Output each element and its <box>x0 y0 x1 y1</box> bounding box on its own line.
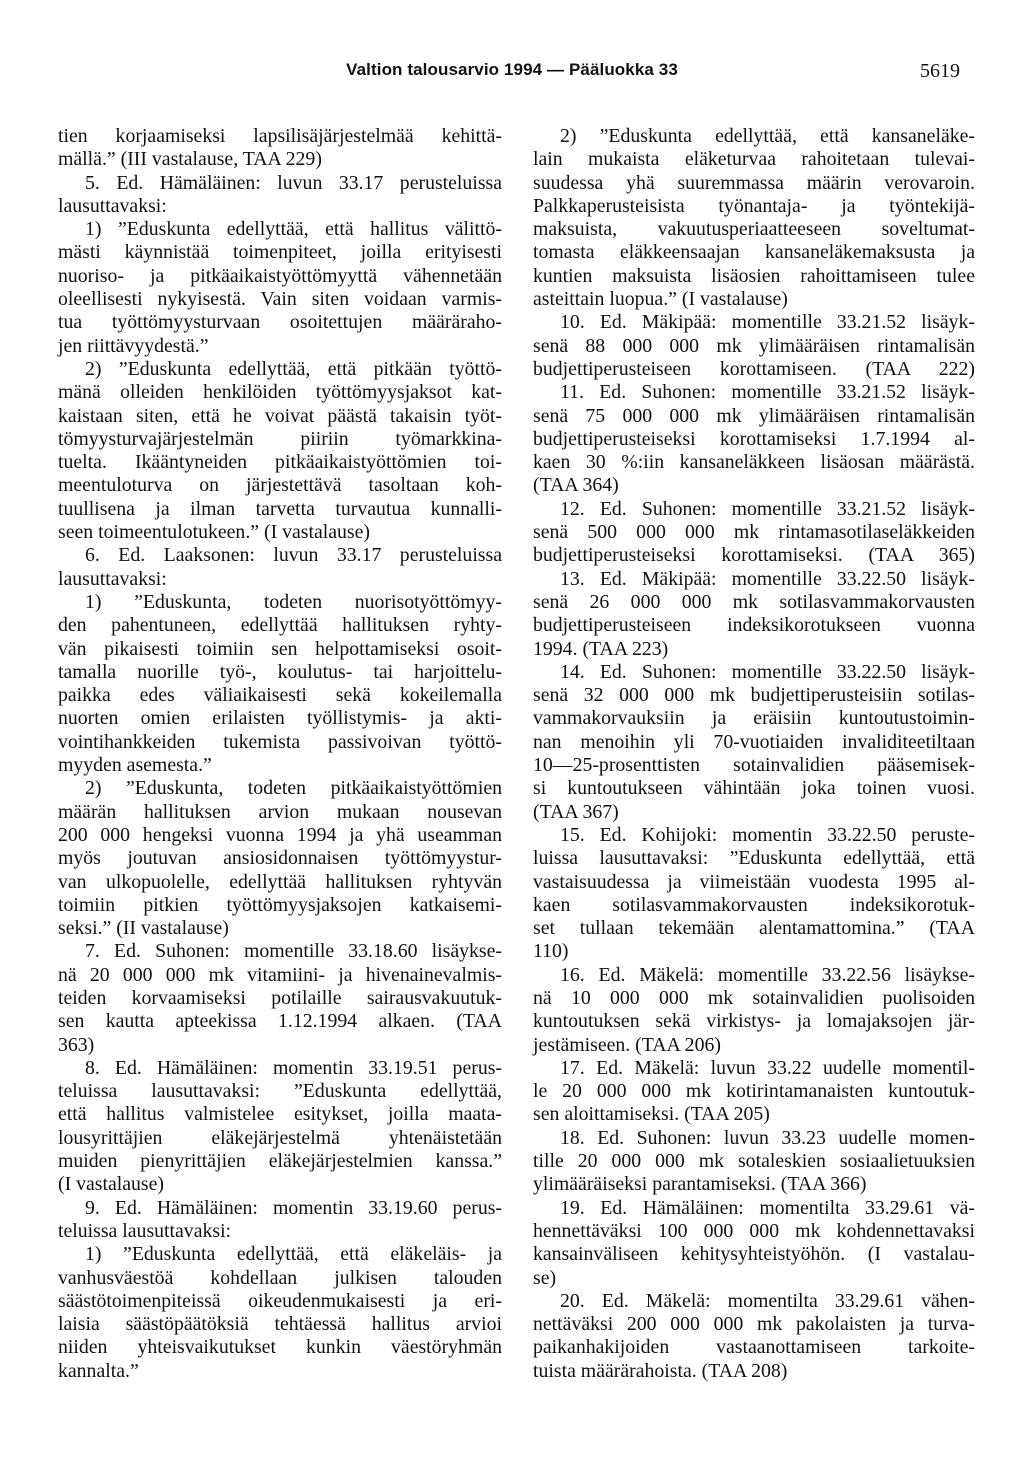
text-line: 10. Ed. Mäkipää: momentille 33.21.52 lisäyk- <box>560 311 975 334</box>
text-line: set tullaan tekemään alentamattomina.” (TAA <box>533 917 975 940</box>
text-line: kansainväliseen kehitysyhteistyöhön. (I vastalau- <box>533 1243 975 1266</box>
text-line: 2) ”Eduskunta, todeten pitkäaikaistyöttömien <box>85 777 502 800</box>
text-line: sen kautta apteekissa 1.12.1994 alkaen. (TAA <box>58 1010 502 1033</box>
text-line: lausuttavaksi: <box>58 194 167 217</box>
text-line: jen riittävyydestä.” <box>58 334 209 357</box>
text-line: 5. Ed. Hämäläinen: luvun 33.17 perusteluissa <box>85 171 502 194</box>
text-line: teluissa lausuttavaksi: <box>58 1219 232 1242</box>
text-line: myös joutuvan ansiosidonnaisen työttömyystur- <box>58 847 502 870</box>
text-line: (I vastalause) <box>58 1173 164 1196</box>
text-line: tien korjaamiseksi lapsilisäjärjestelmää kehittä- <box>58 125 502 147</box>
text-line: niiden yhteisvaikutukset kunkin väestöryhmän <box>58 1336 502 1359</box>
text-line: 2) ”Eduskunta edellyttää, että pitkään työttö- <box>85 357 502 380</box>
text-line: suudessa yhä suuremmassa määrin verovaroin. <box>533 171 975 194</box>
text-line: paikanhakijoiden vastaanottamiseen tarkoite- <box>533 1336 975 1359</box>
text-line: den pahentuneen, edellyttää hallituksen ryhty- <box>58 614 502 637</box>
text-line: 9. Ed. Hämäläinen: momentin 33.19.60 perus- <box>85 1196 502 1219</box>
text-line: tömyysturvajärjestelmän piiriin työmarkkina- <box>58 427 502 450</box>
text-line: 18. Ed. Suhonen: luvun 33.23 uudelle momen- <box>560 1126 975 1149</box>
text-line: paikka edes väliaikaisesti sekä kokeilemalla <box>58 684 502 707</box>
text-line: 7. Ed. Suhonen: momentille 33.18.60 lisäykse- <box>85 940 502 963</box>
text-line: budjettiperusteiseen korottamiseen. (TAA 222) <box>533 357 975 380</box>
text-line: toimiin pitkien työttömyysjaksojen katkaisemi- <box>58 893 502 916</box>
text-line: 11. Ed. Suhonen: momentille 33.21.52 lisäyk- <box>560 381 975 404</box>
text-line: si kuntoutukseen vähintään joka toinen vuosi. <box>533 777 975 800</box>
text-line: nä 10 000 000 mk sotainvalidien puolisoiden <box>533 986 975 1009</box>
text-line: 2) ”Eduskunta edellyttää, että kansaneläke- <box>560 125 975 147</box>
text-line: 8. Ed. Hämäläinen: momentin 33.19.51 perus- <box>85 1056 502 1079</box>
text-line: 12. Ed. Suhonen: momentille 33.21.52 lisäyk- <box>560 497 975 520</box>
text-line: kannalta.” <box>58 1359 139 1382</box>
text-line: (TAA 364) <box>533 474 619 497</box>
text-line: le 20 000 000 mk kotirintamanaisten kuntoutuk- <box>533 1080 975 1103</box>
left-text-column <box>58 125 502 1383</box>
text-line: nä 20 000 000 mk vitamiini- ja hivenainevalmis- <box>58 963 502 986</box>
text-line: kuntien maksuista lisäosien rahoittamiseen tulee <box>533 264 975 287</box>
text-line: kaen sotilasvammakorvausten indeksikorotuk- <box>533 893 975 916</box>
text-line: 16. Ed. Mäkelä: momentille 33.22.56 lisäykse- <box>560 963 975 986</box>
text-line: senä 88 000 000 mk ylimääräisen rintamalisän <box>533 334 975 357</box>
text-line: Palkkaperusteisista työnantaja- ja työntekijä- <box>533 194 975 217</box>
text-line: asteittain luopua.” (I vastalause) <box>533 288 788 311</box>
text-line: (TAA 367) <box>533 800 619 823</box>
text-line: teiden korvaamiseksi potilaille sairausvakuutuk- <box>58 986 502 1009</box>
text-line: tua työttömyysturvaan osoitettujen määräraho- <box>58 311 502 334</box>
text-line: mällä.” (III vastalause, TAA 229) <box>58 148 322 171</box>
text-line: meentuloturva on järjestettävä tasoltaan koh- <box>58 474 502 497</box>
page-number: 5619 <box>920 60 960 82</box>
text-line: budjettiperusteiseksi korottamiseksi. (TAA 365) <box>533 544 975 567</box>
text-line: 19. Ed. Hämäläinen: momentilta 33.29.61 vä- <box>560 1196 975 1219</box>
text-line: 1994. (TAA 223) <box>533 637 669 660</box>
text-line: laisia säästöpäätöksiä tehtäessä hallitus arvioi <box>58 1313 502 1336</box>
text-line: 6. Ed. Laaksonen: luvun 33.17 perusteluissa <box>85 544 502 567</box>
text-line: 1) ”Eduskunta edellyttää, että eläkeläis- ja <box>85 1243 502 1266</box>
running-title: Valtion talousarvio 1994 — Pääluokka 33 <box>346 60 678 79</box>
text-line: nettäväksi 200 000 000 mk pakolaisten ja turva- <box>533 1313 975 1336</box>
text-line: nan menoihin yli 70-vuotiaiden invaliditeetiltaan <box>533 730 975 753</box>
text-line: tuista määrärahoista. (TAA 208) <box>533 1359 788 1382</box>
text-line: tomasta eläkkeensaajan kansaneläkemaksusta ja <box>533 241 975 264</box>
text-line: 363) <box>58 1033 95 1056</box>
text-line: kaistaan siten, että he voivat päästä takaisin työt- <box>58 404 502 427</box>
text-line: 1) ”Eduskunta edellyttää, että hallitus välittö- <box>85 218 502 241</box>
text-line: vanhusväestöä kohdellaan julkisen talouden <box>58 1266 502 1289</box>
text-line: vastaisuudessa ja viimeistään vuodesta 1995 al- <box>533 870 975 893</box>
text-line: nuoriso- ja pitkäaikaistyöttömyyttä vähennetään <box>58 264 502 287</box>
text-line: vammakorvauksiin ja eräisiin kuntoutustoimin- <box>533 707 975 730</box>
text-line: vointihankkeiden tukemista passivoivan työttö- <box>58 730 502 753</box>
text-line: senä 26 000 000 mk sotilasvammakorvausten <box>533 590 975 613</box>
text-line: 17. Ed. Mäkelä: luvun 33.22 uudelle momentil- <box>560 1056 975 1079</box>
text-line: hennettäväksi 100 000 000 mk kohdennettavaksi <box>533 1219 975 1242</box>
text-line: senä 500 000 000 mk rintamasotilaseläkkeiden <box>533 521 975 544</box>
text-line: sen aloittamiseksi. (TAA 205) <box>533 1103 770 1126</box>
page-header <box>60 60 964 88</box>
text-line: kuntoutuksen sekä virkistys- ja lomajaksojen jär- <box>533 1010 975 1033</box>
text-line: oleellisesti nykyisestä. Vain siten voidaan varmis- <box>58 288 502 311</box>
text-line: budjettiperusteiseksi korottamiseksi 1.7.1994 al- <box>533 427 975 450</box>
text-line: tuelta. Ikääntyneiden pitkäaikaistyöttömien toi- <box>58 451 502 474</box>
text-line: senä 32 000 000 mk budjettiperusteisiin sotilas- <box>533 684 975 707</box>
text-line: se) <box>533 1266 557 1289</box>
text-line: van ulkopuolelle, edellyttää hallituksen ryhtyvän <box>58 870 502 893</box>
text-line: 200 000 hengeksi vuonna 1994 ja yhä useamman <box>58 823 502 846</box>
text-line: mänä olleiden henkilöiden työttömyysjaksot kat- <box>58 381 502 404</box>
text-line: vän pikaisesti toimiin sen helpottamiseksi osoit- <box>58 637 502 660</box>
text-line: lain mukaista eläketurvaa rahoitetaan tulevai- <box>533 148 975 171</box>
text-line: lousyrittäjien eläkejärjestelmä yhtenäistetään <box>58 1126 502 1149</box>
text-line: 20. Ed. Mäkelä: momentilta 33.29.61 vähen- <box>560 1289 975 1312</box>
text-line: seksi.” (II vastalause) <box>58 917 229 940</box>
text-line: seen toimeentulotukeen.” (I vastalause) <box>58 521 370 544</box>
text-line: myyden asemesta.” <box>58 754 212 777</box>
text-line: mästi käynnistää toimenpiteet, joilla erityisesti <box>58 241 502 264</box>
text-line: 13. Ed. Mäkipää: momentille 33.22.50 lisäyk- <box>560 567 975 590</box>
text-line: budjettiperusteiseen indeksikorotukseen vuonna <box>533 614 975 637</box>
text-line: määrän hallituksen arvion mukaan nousevan <box>58 800 502 823</box>
right-text-column <box>533 125 975 1383</box>
text-line: nuorten omien erilaisten työllistymis- ja akti- <box>58 707 502 730</box>
text-line: säästötoimenpiteissä oikeudenmukaisesti ja eri- <box>58 1289 502 1312</box>
text-line: kaen 30 %:iin kansaneläkkeen lisäosan määrästä. <box>533 451 975 474</box>
text-line: 1) ”Eduskunta, todeten nuorisotyöttömyy- <box>85 590 502 613</box>
text-line: tille 20 000 000 mk sotaleskien sosiaalietuuksien <box>533 1150 975 1173</box>
text-line: muiden pienyrittäjien eläkejärjestelmien kanssa.” <box>58 1150 502 1173</box>
text-line: maksuista, vakuutusperiaatteeseen soveltumat- <box>533 218 975 241</box>
text-line: 15. Ed. Kohijoki: momentin 33.22.50 peruste- <box>560 823 975 846</box>
text-line: 110) <box>533 940 569 963</box>
text-line: teluissa lausuttavaksi: ”Eduskunta edellyttää, <box>58 1080 502 1103</box>
text-line: ylimääräiseksi parantamiseksi. (TAA 366) <box>533 1173 867 1196</box>
text-line: tamalla nuorille työ-, koulutus- tai harjoittelu- <box>58 660 502 683</box>
text-line: tuullisena ja ilman tarvetta turvautua kunnalli- <box>58 497 502 520</box>
text-line: 14. Ed. Suhonen: momentille 33.22.50 lisäyk- <box>560 660 975 683</box>
text-line: että hallitus valmistelee esitykset, joilla maata- <box>58 1103 502 1126</box>
text-line: 10—25-prosenttisten sotainvalidien pääsemisek- <box>533 754 975 777</box>
text-line: lausuttavaksi: <box>58 567 167 590</box>
text-line: jestämiseen. (TAA 206) <box>533 1033 721 1056</box>
text-line: luissa lausuttavaksi: ”Eduskunta edellyttää, että <box>533 847 975 870</box>
text-line: senä 75 000 000 mk ylimääräisen rintamalisän <box>533 404 975 427</box>
